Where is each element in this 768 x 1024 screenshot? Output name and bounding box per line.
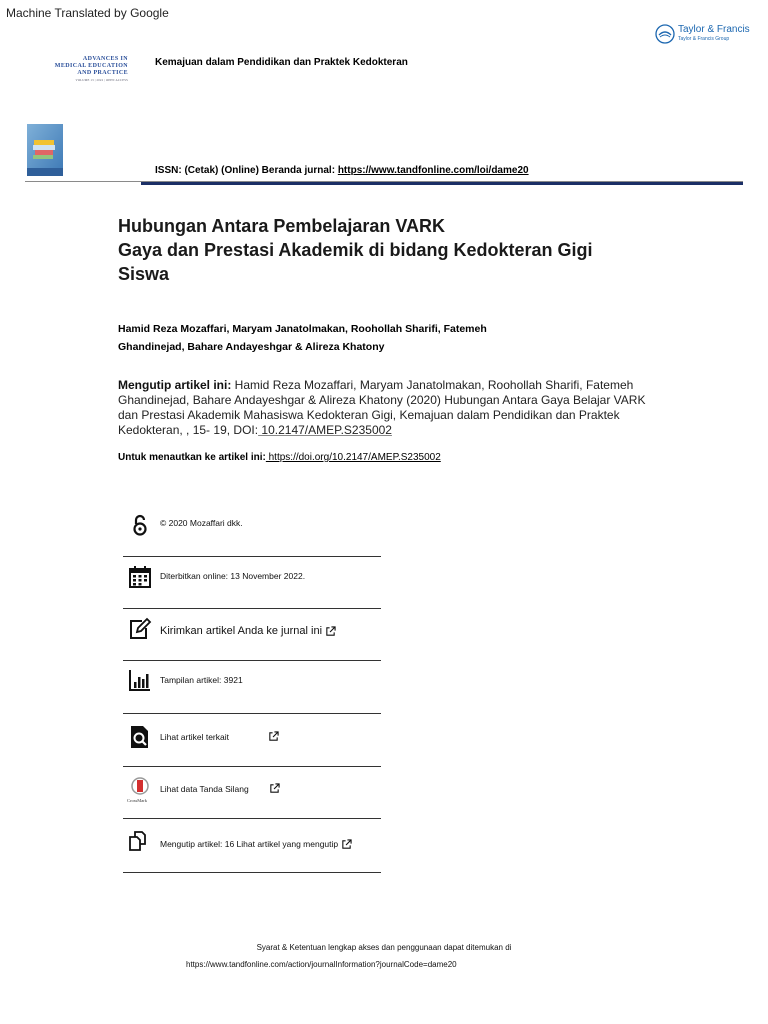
info-row-citing[interactable] bbox=[123, 821, 381, 873]
citation-block bbox=[118, 378, 658, 438]
journal-logo bbox=[40, 56, 128, 83]
info-row-copyright bbox=[123, 505, 381, 557]
row-divider bbox=[123, 660, 381, 661]
row-divider bbox=[123, 713, 381, 714]
publisher-logo-icon bbox=[655, 24, 675, 44]
external-link-icon bbox=[341, 839, 352, 850]
calendar-icon bbox=[128, 565, 152, 589]
article-title bbox=[118, 214, 638, 286]
info-row-views bbox=[123, 662, 381, 714]
journal-cover-image bbox=[27, 124, 63, 176]
journal-homepage-link[interactable]: https://www.tandfonline.com/loi/dame20 bbox=[337, 165, 529, 176]
journal-logo-line: AND PRACTICE bbox=[77, 70, 128, 76]
article-title-line: Gaya dan Prestasi Akademik di bidang Kedokteran Gigi bbox=[118, 240, 593, 260]
machine-translation-banner: Machine Translated by Google bbox=[6, 6, 169, 20]
crossmark-link[interactable] bbox=[160, 784, 249, 794]
external-link-icon bbox=[325, 626, 336, 637]
terms-link[interactable]: https://www.tandfonline.com/action/journalInformation?journalCode=dame20 bbox=[186, 960, 457, 969]
citation-doi-link[interactable]: 10.2147/AMEP.S235002 bbox=[258, 423, 392, 437]
citing-articles-icon bbox=[128, 828, 152, 852]
journal-logo-volume: VOLUME 13 | 2022 | OPEN ACCESS bbox=[75, 78, 128, 82]
terms-text: Syarat & Ketentuan lengkap akses dan penggunaan dapat ditemukan di bbox=[256, 943, 512, 952]
citing-articles-link[interactable] bbox=[160, 839, 352, 850]
open-access-icon bbox=[128, 513, 152, 537]
info-row-published bbox=[123, 557, 381, 609]
external-link-icon bbox=[268, 731, 279, 742]
authors-line: Ghandinejad, Bahare Andayeshgar & Alireza Khatony bbox=[118, 341, 385, 353]
header-accent-divider bbox=[141, 182, 743, 185]
related-articles-text: Lihat artikel terkait bbox=[160, 732, 229, 742]
article-views-text: Tampilan artikel: 3921 bbox=[160, 675, 243, 685]
citation-text: Hamid Reza Mozaffari, Maryam Janatolmakan, Roohollah Sharifi, Fatemeh Ghandinejad, Bahare Andayeshgar & Alireza Khatony (2020) Hubungan Antara Gaya Belajar VARK dan Prestasi Akademik Mahasiswa Kedokteran Gigi, Kemajuan dalam Pendidikan dan Praktek Kedokteran, , 15- 19, DOI: bbox=[118, 378, 646, 437]
journal-logo-line: MEDICAL EDUCATION bbox=[54, 63, 128, 69]
article-doi-link[interactable]: https://doi.org/10.2147/AMEP.S235002 bbox=[265, 452, 441, 463]
edit-icon bbox=[128, 617, 152, 641]
journal-logo-line: ADVANCES IN bbox=[82, 56, 128, 62]
authors-line: Hamid Reza Mozaffari, Maryam Janatolmakan, Roohollah Sharifi, Fatemeh bbox=[118, 323, 487, 335]
submit-article-text: Kirimkan artikel Anda ke jurnal ini bbox=[160, 625, 323, 637]
article-title-line: Siswa bbox=[118, 264, 170, 284]
copyright-text: © 2020 Mozaffari dkk. bbox=[160, 518, 243, 528]
related-articles-link[interactable] bbox=[160, 732, 229, 742]
info-row-crossmark[interactable] bbox=[123, 767, 381, 819]
row-divider bbox=[123, 818, 381, 819]
issn-text: ISSN: (Cetak) (Online) Beranda jurnal: bbox=[155, 165, 338, 176]
article-authors bbox=[118, 320, 578, 356]
crossmark-logo-text: CrossMark bbox=[127, 798, 147, 803]
publisher-group: Taylor & Francis Group bbox=[678, 36, 730, 42]
document-search-icon bbox=[128, 725, 152, 749]
external-link-icon bbox=[269, 783, 280, 794]
citing-articles-text: Mengutip artikel: 16 Lihat artikel yang mengutip bbox=[160, 839, 339, 849]
journal-title: Kemajuan dalam Pendidikan dan Praktek Kedokteran bbox=[155, 57, 408, 68]
published-date-text: Diterbitkan online: 13 November 2022. bbox=[160, 571, 306, 581]
crossmark-text: Lihat data Tanda Silang bbox=[160, 784, 249, 794]
publisher-logo[interactable] bbox=[655, 22, 750, 48]
issn-line bbox=[155, 165, 529, 176]
info-row-submit[interactable] bbox=[123, 609, 381, 661]
article-title-line: Hubungan Antara Pembelajaran VARK bbox=[118, 216, 446, 236]
citation-label: Mengutip artikel ini: bbox=[118, 378, 232, 392]
submit-article-link[interactable] bbox=[160, 625, 336, 637]
info-row-related[interactable] bbox=[123, 715, 381, 767]
article-link-label: Untuk menautkan ke artikel ini: bbox=[118, 452, 266, 463]
bar-chart-icon bbox=[128, 668, 152, 692]
publisher-name: Taylor & Francis bbox=[678, 24, 750, 35]
crossmark-icon bbox=[128, 776, 152, 800]
row-divider bbox=[123, 872, 381, 873]
article-link-line bbox=[118, 452, 441, 463]
